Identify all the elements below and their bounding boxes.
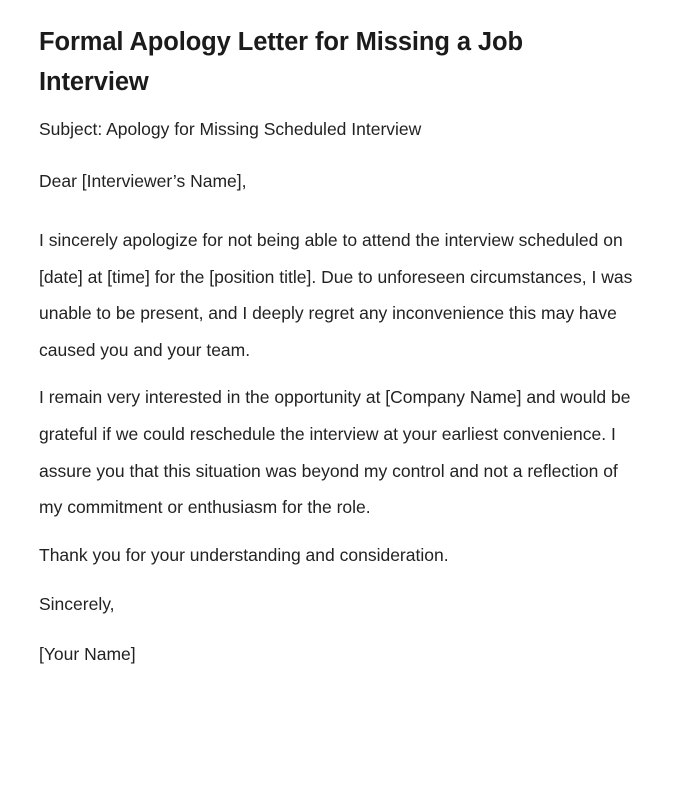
closing-line: Sincerely, bbox=[39, 594, 115, 615]
signature-line: [Your Name] bbox=[39, 643, 136, 664]
page-title: Formal Apology Letter for Missing a Job Interview bbox=[39, 28, 523, 96]
salutation: Dear [Interviewer’s Name], bbox=[39, 171, 247, 191]
body-paragraph-2: I remain very interested in the opportunity at [Company Name] and would be grateful if we could reschedule the interview at your earliest convenience. I assure you that this situation was beyond my control and not a reflection of my commitment or enthusiasm for the role. bbox=[39, 387, 631, 518]
subject-line: Subject: Apology for Missing Scheduled Interview bbox=[39, 119, 422, 139]
body-paragraph-1: I sincerely apologize for not being able to attend the interview scheduled on [date] at [time] for the [position title]. Due to unforeseen circumstances, I was unable to be present, and I deeply regret any inconvenience this may have caused you and your team. bbox=[39, 230, 633, 360]
body-paragraph-3: Thank you for your understanding and consideration. bbox=[39, 544, 449, 565]
